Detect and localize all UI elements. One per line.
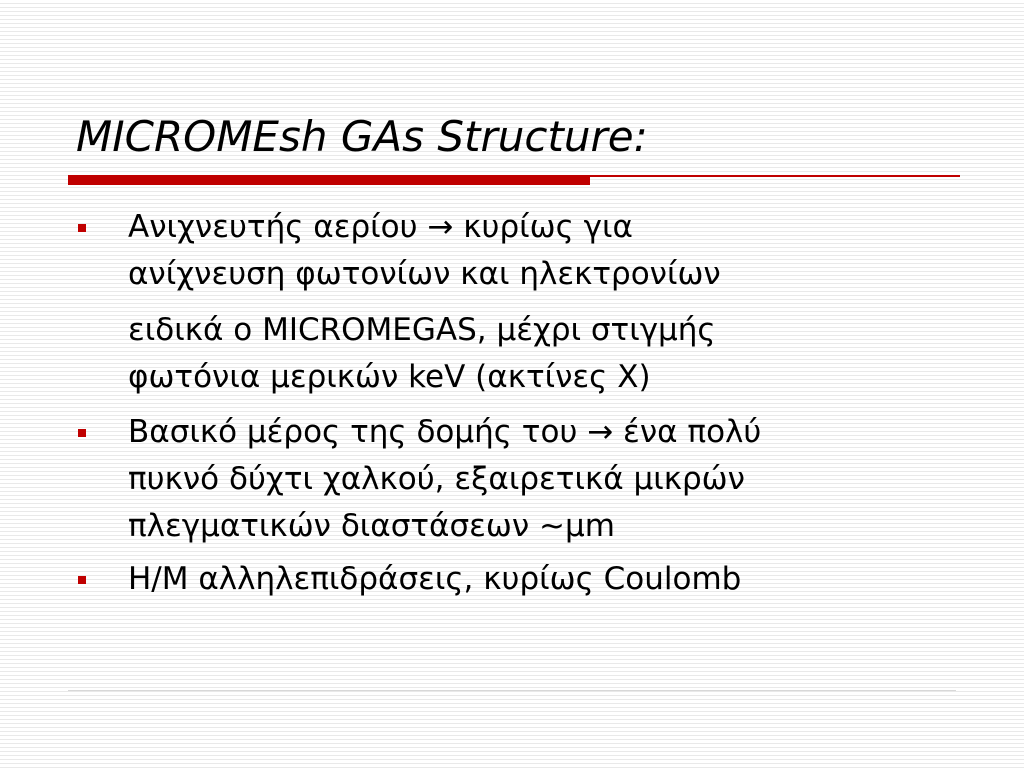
bullet-list [78,204,978,603]
text-line: φωτόνια μερικών keV (ακτίνες Χ) [128,359,651,395]
bullet-paragraph [128,307,978,401]
bullet-item-gas-detector [78,204,978,401]
square-bullet-icon [78,576,86,584]
square-bullet-icon [78,429,86,437]
title-underline-accent [68,175,590,185]
square-bullet-icon [78,224,86,232]
bullet-paragraph [128,556,978,603]
text-line: πλεγματικών διαστάσεων ~μm [128,508,615,544]
text-line: ειδικά ο MICROMEGAS, μέχρι στιγμής [128,312,716,348]
text-line: ανίχνευση φωτονίων και ηλεκτρονίων [128,256,721,292]
footer-rule [68,690,956,691]
title-underline-rule [590,175,960,177]
text-line: Ανιχνευτής αερίου → κυρίως για [128,209,633,245]
bullet-item-em-interactions [78,556,978,603]
text-line: Βασικό μέρος της δομής του → ένα πολύ [128,414,762,450]
text-line: Η/Μ αλληλεπιδράσεις, κυρίως Coulomb [128,561,742,597]
bullet-paragraph [128,204,978,298]
bullet-item-copper-mesh [78,409,978,550]
text-line: πυκνό δύχτι χαλκού, εξαιρετικά μικρών [128,461,745,497]
slide-title: MICROMEsh GAs Structure: [76,112,648,161]
bullet-paragraph [128,409,978,550]
